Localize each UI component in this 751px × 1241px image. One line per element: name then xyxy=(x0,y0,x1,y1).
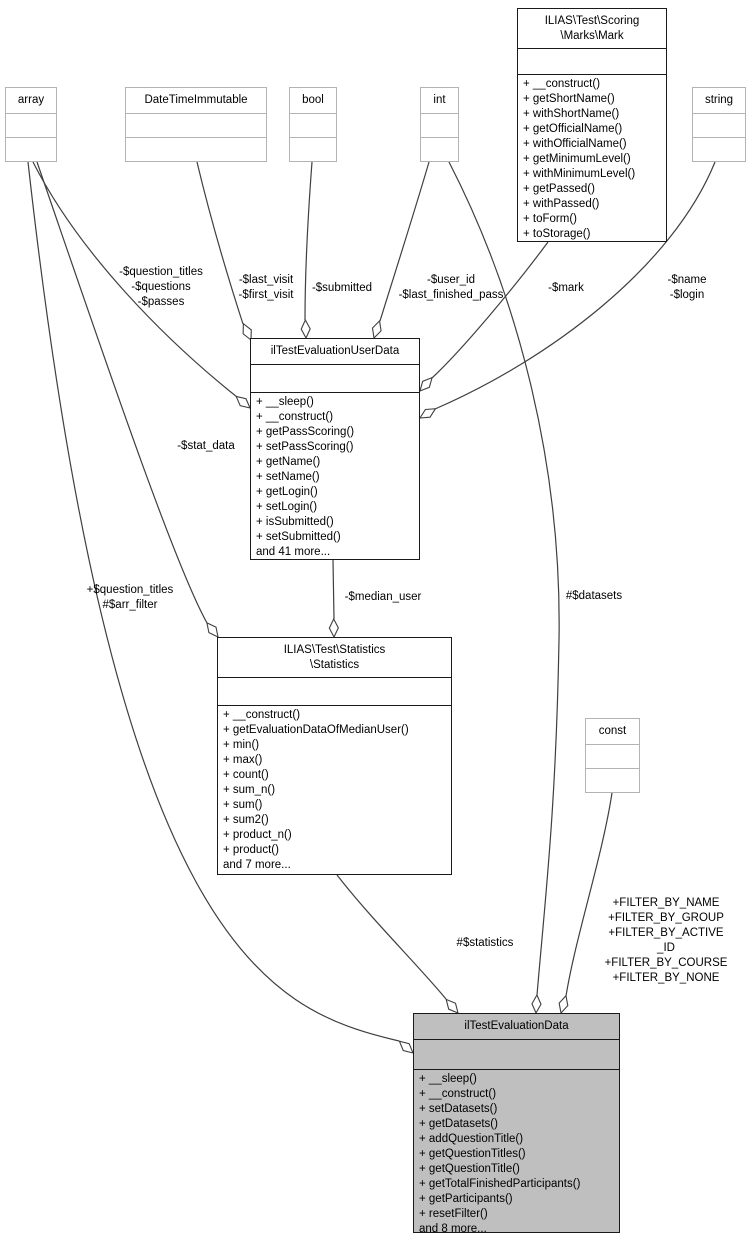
class-methods-list xyxy=(518,75,666,241)
text-line: + __construct() xyxy=(523,78,601,90)
class-attributes-empty xyxy=(518,49,666,75)
text-line: + getName() xyxy=(256,456,321,468)
text-line: + addQuestionTitle() xyxy=(419,1133,524,1145)
text-line: + count() xyxy=(223,769,269,781)
text-line: + product() xyxy=(223,844,279,856)
text-line: -$passes xyxy=(137,296,185,308)
text-line: +FILTER_BY_NONE xyxy=(612,972,720,984)
text-line: -$median_user xyxy=(344,591,422,603)
text-line: + withOfficialName() xyxy=(523,138,627,150)
class-attributes-empty xyxy=(414,1040,619,1070)
class-attributes-empty xyxy=(693,114,745,138)
edge-label-stat-data xyxy=(177,439,235,454)
class-title: ilTestEvaluationData xyxy=(414,1014,619,1040)
aggregation-diamond xyxy=(557,994,571,1014)
text-line: + withMinimumLevel() xyxy=(523,168,636,180)
text-line: + sum_n() xyxy=(223,784,276,796)
class-title: bool xyxy=(290,88,336,114)
class-box-array xyxy=(5,87,57,162)
edge-label-statistics xyxy=(457,936,514,951)
text-line: -$submitted xyxy=(311,282,373,294)
class-title: string xyxy=(693,88,745,114)
text-line: + __construct() xyxy=(223,709,301,721)
edge-statistics-to-evaluationdata xyxy=(337,875,446,999)
text-line: + withPassed() xyxy=(523,198,600,210)
text-line: + sum2() xyxy=(223,814,269,826)
class-attributes-empty xyxy=(6,114,56,138)
class-title: int xyxy=(421,88,458,114)
edge-label-filter-constants xyxy=(605,896,728,986)
text-line: and 7 more... xyxy=(223,859,291,871)
class-methods-empty xyxy=(693,138,745,161)
text-line: + getLogin() xyxy=(256,486,318,498)
text-line: -$mark xyxy=(548,282,584,294)
class-attributes-empty xyxy=(251,365,419,393)
text-line: + setPassScoring() xyxy=(256,441,354,453)
text-line: -$questions xyxy=(131,281,191,293)
text-line: #$statistics xyxy=(456,937,514,949)
aggregation-diamond xyxy=(370,319,384,339)
edge-label-median-user xyxy=(345,590,422,605)
text-line: + getMinimumLevel() xyxy=(523,153,631,165)
class-attributes-empty xyxy=(126,114,266,138)
class-methods-empty xyxy=(290,138,336,161)
text-line: +FILTER_BY_ACTIVE xyxy=(608,927,724,939)
text-line: +FILTER_BY_COURSE xyxy=(604,957,728,969)
text-line: + __construct() xyxy=(419,1088,497,1100)
text-line: + product_n() xyxy=(223,829,292,841)
text-line: + resetFilter() xyxy=(419,1208,488,1220)
text-line: ILIAS\Test\Scoring xyxy=(544,14,640,27)
class-attributes-empty xyxy=(586,745,639,769)
edge-label-last-first-visit xyxy=(239,273,294,303)
text-line: + getQuestionTitle() xyxy=(419,1163,520,1175)
text-line: ILIAS\Test\Statistics xyxy=(283,643,386,656)
text-line: +$question_titles xyxy=(86,584,174,596)
class-title: const xyxy=(586,719,639,745)
class-box-iltestevaluationuserdata xyxy=(250,338,420,560)
text-line: + setName() xyxy=(256,471,320,483)
text-line: \Statistics xyxy=(309,658,360,671)
text-line: + toForm() xyxy=(523,213,577,225)
text-line: + getQuestionTitles() xyxy=(419,1148,526,1160)
text-line: + __sleep() xyxy=(256,396,314,408)
text-line: -$login xyxy=(669,289,705,301)
text-line: + toStorage() xyxy=(523,228,591,240)
aggregation-diamond xyxy=(329,619,338,637)
class-title: ilTestEvaluationUserData xyxy=(251,339,419,365)
aggregation-diamond xyxy=(532,995,542,1013)
class-box-datetimeimmutable xyxy=(125,87,267,162)
edge-label-name-login xyxy=(668,273,707,303)
class-attributes-empty xyxy=(218,678,451,706)
text-line: +FILTER_BY_NAME xyxy=(612,897,720,909)
text-line: -$stat_data xyxy=(177,440,235,452)
text-line: + getPassScoring() xyxy=(256,426,355,438)
edge-userdata-to-statistics xyxy=(333,560,334,619)
class-attributes-empty xyxy=(290,114,336,138)
text-line: -$first_visit xyxy=(238,289,294,301)
edge-label-question-titles-arr-filter xyxy=(87,583,174,613)
text-line: + setDatasets() xyxy=(419,1103,498,1115)
text-line: and 41 more... xyxy=(256,546,331,558)
class-methods-empty xyxy=(126,138,266,161)
text-line: + getOfficialName() xyxy=(523,123,623,135)
text-line: -$question_titles xyxy=(119,266,203,278)
text-line: -$last_finished_pass xyxy=(398,289,504,301)
text-line: + setSubmitted() xyxy=(256,531,341,543)
edge-array-to-statistics xyxy=(37,162,207,623)
text-line: -$name xyxy=(667,274,707,286)
text-line: + getParticipants() xyxy=(419,1193,513,1205)
edge-mark-to-userdata xyxy=(432,242,548,378)
class-methods-list xyxy=(251,393,419,559)
class-title: DateTimeImmutable xyxy=(126,88,266,114)
class-title xyxy=(218,638,451,678)
text-line: + __sleep() xyxy=(419,1073,477,1085)
class-methods-list xyxy=(218,706,451,874)
text-line: + getTotalFinishedParticipants() xyxy=(419,1178,581,1190)
class-methods-list xyxy=(414,1070,619,1232)
text-line: -$user_id xyxy=(427,274,475,286)
text-line: _ID xyxy=(657,942,675,954)
text-line: + getShortName() xyxy=(523,93,615,105)
edge-label-mark xyxy=(548,281,584,296)
class-box-mark xyxy=(517,8,667,242)
edge-datetime-to-userdata xyxy=(197,162,243,324)
class-title xyxy=(518,9,666,49)
class-methods-empty xyxy=(421,138,458,161)
text-line: + setLogin() xyxy=(256,501,318,513)
text-line: #$arr_filter xyxy=(102,599,158,611)
class-attributes-empty xyxy=(421,114,458,138)
class-box-string xyxy=(692,87,746,162)
text-line: +FILTER_BY_GROUP xyxy=(608,912,724,924)
text-line: + getDatasets() xyxy=(419,1118,498,1130)
text-line: + sum() xyxy=(223,799,263,811)
aggregation-diamond xyxy=(418,405,438,422)
edge-label-datasets xyxy=(566,589,622,604)
text-line: + isSubmitted() xyxy=(256,516,334,528)
class-methods-empty xyxy=(586,769,639,792)
text-line: -$last_visit xyxy=(238,274,294,286)
edge-label-submitted xyxy=(312,281,372,296)
text-line: + getEvaluationDataOfMedianUser() xyxy=(223,724,409,736)
text-line: + min() xyxy=(223,739,260,751)
text-line: + withShortName() xyxy=(523,108,620,120)
text-line: #$datasets xyxy=(565,590,623,602)
class-box-const xyxy=(585,718,640,793)
edge-bool-to-userdata xyxy=(305,162,312,320)
class-methods-empty xyxy=(6,138,56,161)
text-line: and 8 more... xyxy=(419,1223,487,1232)
aggregation-diamond xyxy=(301,320,311,338)
class-title: array xyxy=(6,88,56,114)
text-line: \Marks\Mark xyxy=(560,29,624,42)
text-line: + __construct() xyxy=(256,411,334,423)
class-box-int xyxy=(420,87,459,162)
class-box-statistics xyxy=(217,637,452,875)
edge-label-question-titles-questions-passes xyxy=(119,265,203,310)
text-line: + max() xyxy=(223,754,263,766)
edge-label-user-id-last-finished-pass xyxy=(399,273,504,303)
class-box-iltestevaluationdata xyxy=(413,1013,620,1233)
text-line: + getPassed() xyxy=(523,183,595,195)
class-box-bool xyxy=(289,87,337,162)
